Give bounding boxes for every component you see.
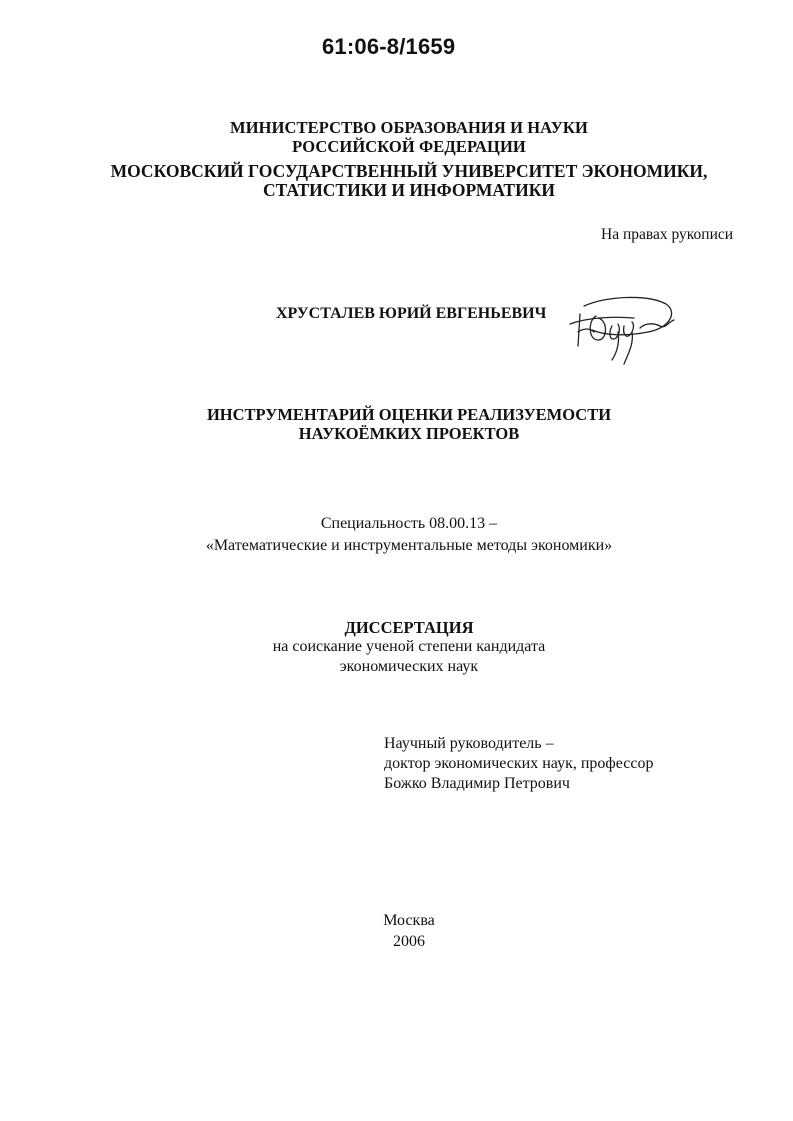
specialty-line-2: «Математические и инструментальные методы экономики»	[205, 537, 613, 554]
supervisor-name: Божко Владимир Петрович	[384, 775, 570, 792]
supervisor-label: Научный руководитель –	[384, 735, 554, 752]
signature-icon	[562, 288, 680, 368]
supervisor-degree: доктор экономических наук, профессор	[384, 755, 654, 772]
university-line-1: МОСКОВСКИЙ ГОСУДАРСТВЕННЫЙ УНИВЕРСИТЕТ ЭКОНОМИКИ,	[110, 161, 708, 181]
footer-city: Москва	[383, 912, 435, 929]
dissertation-line-2: экономических наук	[339, 658, 479, 675]
ministry-line-2: РОССИЙСКОЙ ФЕДЕРАЦИИ	[292, 137, 526, 156]
title-line-2: НАУКОЁМКИХ ПРОЕКТОВ	[298, 424, 520, 443]
rights-note: На правах рукописи	[601, 226, 734, 243]
title-line-1: ИНСТРУМЕНТАРИЙ ОЦЕНКИ РЕАЛИЗУЕМОСТИ	[206, 405, 612, 424]
footer-year: 2006	[393, 933, 425, 950]
author-name: ХРУСТАЛЕВ ЮРИЙ ЕВГЕНЬЕВИЧ	[276, 305, 547, 322]
ministry-line-1: МИНИСТЕРСТВО ОБРАЗОВАНИЯ И НАУКИ	[230, 118, 588, 137]
university-line-2: СТАТИСТИКИ И ИНФОРМАТИКИ	[262, 180, 556, 200]
specialty-line-1: Специальность 08.00.13 –	[320, 515, 498, 532]
dissertation-line-1: на соискание ученой степени кандидата	[272, 638, 546, 655]
dissertation-heading: ДИССЕРТАЦИЯ	[344, 618, 474, 637]
registry-number: 61:06-8/1659	[322, 34, 456, 59]
